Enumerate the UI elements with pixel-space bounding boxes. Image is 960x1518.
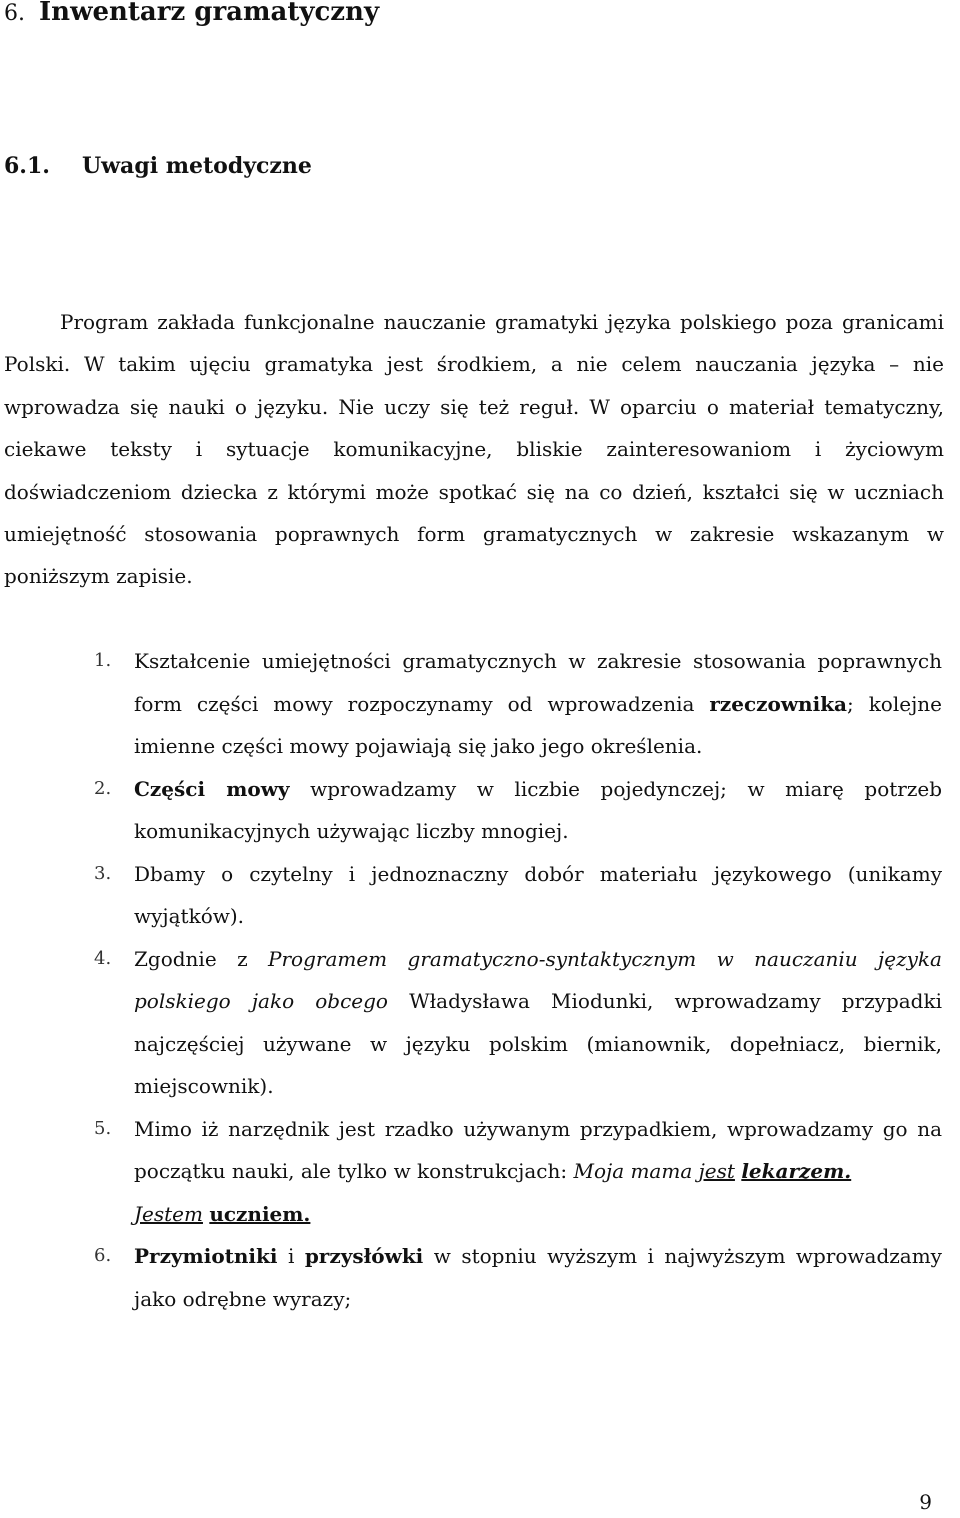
rules-list: [0, 640, 960, 1320]
list-item: [0, 768, 960, 853]
section-heading: [4, 150, 312, 182]
intro-sentence-2: W takim ujęciu gramatyka jest środkiem, a nie celem nauczania języka – nie wprowadza się nauki o języku.: [4, 352, 944, 419]
list-item-text: Zgodnie z Programem gramatyczno-syntaktycznym w nauczaniu języka polskiego jako obcego Władysława Miodunki, wprowadzamy przypadki najczęściej używane w języku polskim (mianownik, dopełniacz, biernik, miejscownik).: [134, 946, 942, 1098]
page-number: 9: [919, 1490, 932, 1514]
list-item-text: Przymiotniki i przysłówki w stopniu wyższym i najwyższym wprowadzamy jako odrębne wyrazy;: [134, 1244, 942, 1311]
list-item: [0, 853, 960, 938]
list-item-number: 1.: [94, 650, 112, 671]
list-item-text: Części mowy wprowadzamy w liczbie pojedynczej; w miarę potrzeb komunikacyjnych używając liczby mnogiej.: [134, 776, 943, 843]
list-item: [0, 1108, 960, 1236]
list-item-number: 6.: [94, 1245, 112, 1266]
intro-sentence-1: Program zakłada funkcjonalne nauczanie gramatyki języka polskiego poza granicami Polski.: [4, 310, 944, 377]
list-item: [0, 1235, 960, 1320]
list-item-text: Mimo iż narzędnik jest rzadko używanym przypadkiem, wprowadzamy go na początku nauki, ale tylko w konstrukcjach: Moja mama jest lekarzem. Jestem uczniem.: [134, 1116, 942, 1226]
chapter-heading: [4, 0, 379, 32]
list-item-text: Kształcenie umiejętności gramatycznych w zakresie stosowania poprawnych form części mowy rozpoczynamy od wprowadzenia rzeczownika; kolejne imienne części mowy pojawiają się jako jego określenia.: [134, 649, 943, 758]
list-item-number: 2.: [94, 777, 112, 799]
section-title: Uwagi metodyczne: [81, 153, 312, 179]
list-item: [0, 938, 960, 1108]
list-item-number: 4.: [94, 947, 112, 969]
list-item-number: 5.: [94, 1117, 112, 1139]
section-number: 6.1.: [4, 153, 50, 179]
intro-sentence-4: W oparciu o materiał tematyczny, ciekawe teksty i sytuacje komunikacyjne, bliskie zainteresowaniom i życiowym doświadczeniom dziecka z którymi może spotkać się na co dzień, kształci się w uczniach umiejętność stosowania poprawnych form gramatycznych w zakresie wskazanym w poniższym zapisie.: [4, 394, 944, 589]
list-item: [0, 640, 960, 768]
intro-sentence-3: Nie uczy się też reguł.: [338, 394, 580, 419]
list-item-text: Dbamy o czytelny i jednoznaczny dobór materiału językowego (unikamy wyjątków).: [134, 861, 942, 928]
list-item-number: 3.: [94, 862, 112, 884]
chapter-number: 6.: [4, 1, 25, 26]
chapter-title: Inwentarz gramatyczny: [39, 0, 380, 27]
intro-paragraph: [4, 301, 944, 598]
